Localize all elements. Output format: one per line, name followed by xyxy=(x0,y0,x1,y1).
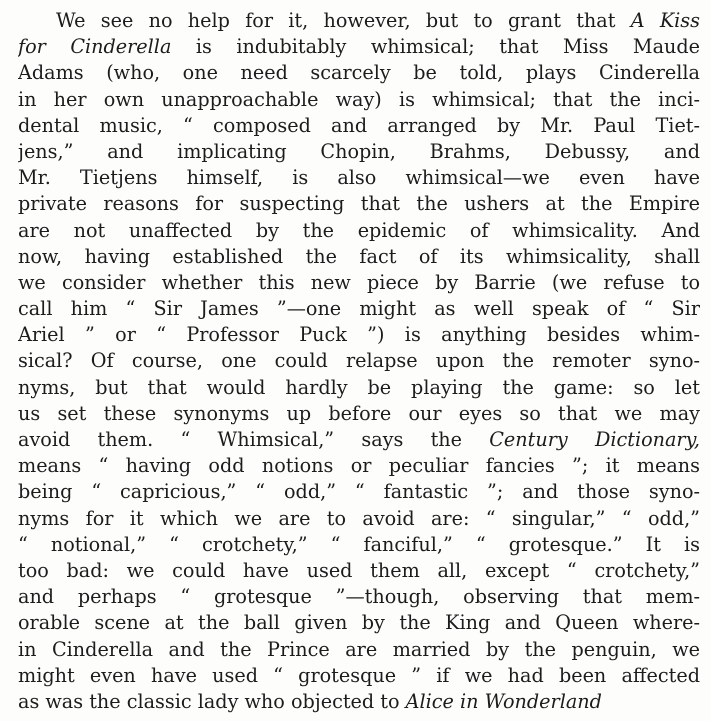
text-line: nyms for it which we are to avoid are: “ singular,” “ odd,” xyxy=(18,506,700,530)
text-line: too bad: we could have used them all, except “ crotchety,” xyxy=(18,558,700,582)
text-line: “ notional,” “ crotchety,” “ fanciful,” “ grotesque.” It is xyxy=(18,532,700,556)
text-line: are not unaffected by the epidemic of whimsicality. And xyxy=(18,218,700,242)
text-line: might even have used “ grotesque ” if we had been affected xyxy=(18,663,700,687)
text-column xyxy=(18,8,700,715)
text-line: being “ capricious,” “ odd,” “ fantastic ”; and those syno- xyxy=(18,480,700,504)
text-line: We see no help for it, however, but to grant that A Kiss xyxy=(56,9,700,32)
text-line: for Cinderella is indubitably whimsical; that Miss Maude xyxy=(18,35,700,59)
text-line: private reasons for suspecting that the ushers at the Empire xyxy=(18,192,700,216)
text-line: us set these synonyms up before our eyes so that we may xyxy=(18,401,700,425)
text-line: avoid them. “ Whimsical,” says the Century Dictionary, xyxy=(18,428,700,451)
text-line: in her own unapproachable way) is whimsical; that the inci- xyxy=(18,87,700,111)
text-line: sical? Of course, one could relapse upon the remoter syno- xyxy=(18,349,700,373)
text-line: orable scene at the ball given by the King and Queen where- xyxy=(18,611,700,635)
text-line: we consider whether this new piece by Barrie (we refuse to xyxy=(18,270,700,294)
text-line: Ariel ” or “ Professor Puck ”) is anything besides whim- xyxy=(18,323,700,347)
text-line: as was the classic lady who objected to Alice in Wonderland xyxy=(18,689,602,713)
text-line: in Cinderella and the Prince are married by the penguin, we xyxy=(18,637,700,661)
text-line: and perhaps “ grotesque ”—though, observing that mem- xyxy=(18,585,700,609)
text-line: call him “ Sir James ”—one might as well speak of “ Sir xyxy=(18,297,700,321)
text-line: dental music, “ composed and arranged by Mr. Paul Tiet- xyxy=(18,113,700,137)
text-line: means “ having odd notions or peculiar fancies ”; it means xyxy=(18,454,700,478)
text-line: Mr. Tietjens himself, is also whimsical—we even have xyxy=(18,166,700,190)
text-line: now, having established the fact of its whimsicality, shall xyxy=(18,244,700,268)
text-line: Adams (who, one need scarcely be told, plays Cinderella xyxy=(18,61,700,85)
text-line: jens,” and implicating Chopin, Brahms, Debussy, and xyxy=(18,139,700,163)
text-line: nyms, but that would hardly be playing the game: so let xyxy=(18,375,700,399)
